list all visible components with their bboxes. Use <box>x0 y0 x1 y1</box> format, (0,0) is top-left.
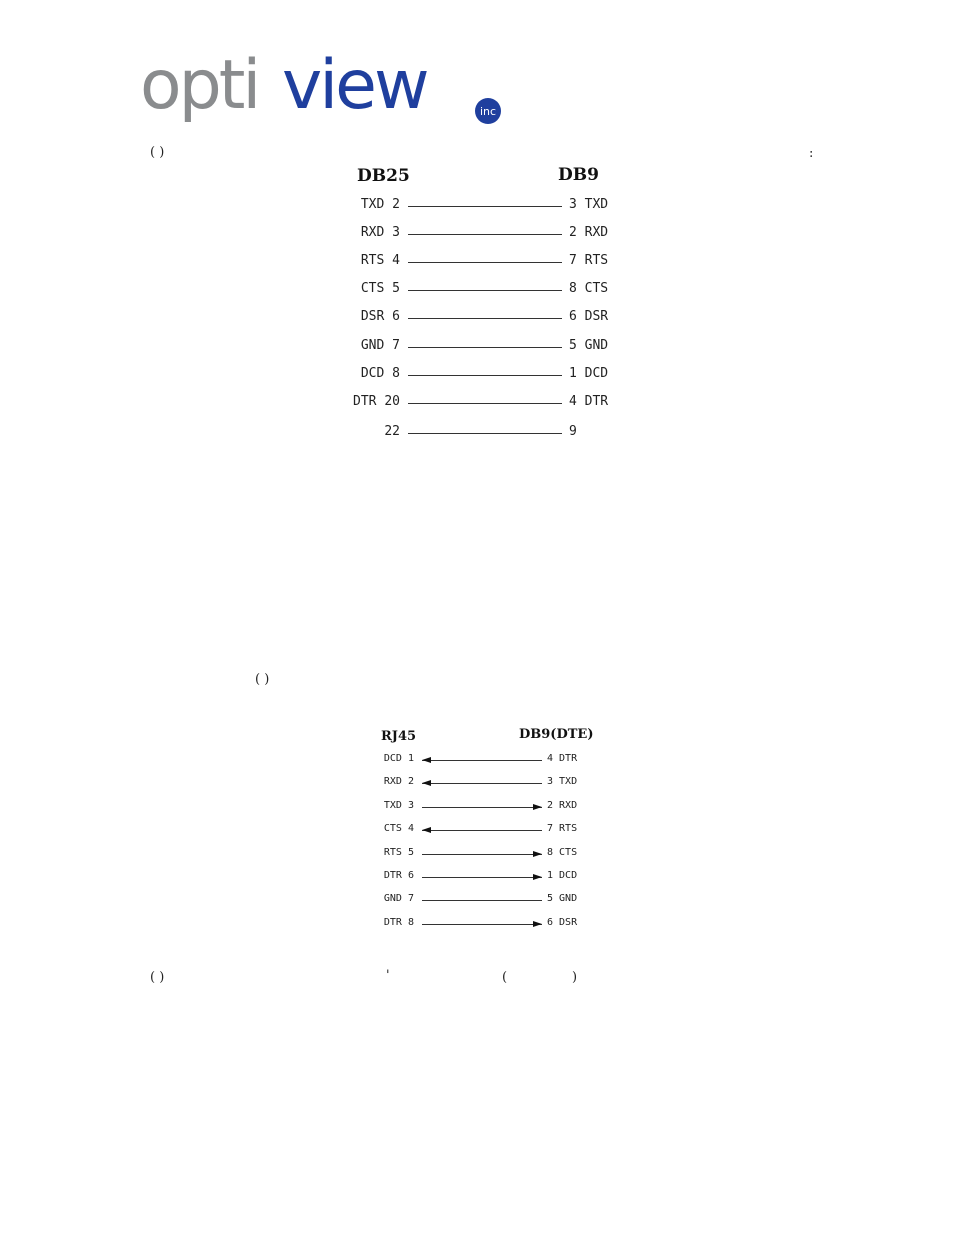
arrow-right-icon <box>533 804 542 810</box>
diagram2-left-pin-label: DTR 8 <box>383 916 414 928</box>
diagram2-right-pin-label: 7 RTS <box>547 823 578 835</box>
diagram1-wire <box>408 234 562 235</box>
diagram1-right-pin-label: 6 DSR <box>569 309 609 325</box>
diagram2-pin-row <box>360 893 620 913</box>
diagram2-pin-row <box>360 800 620 820</box>
diagram2-wire <box>422 760 542 761</box>
diagram1-wire <box>408 403 562 404</box>
diagram1-pin-row <box>330 281 630 301</box>
apostrophe-marker: ' <box>386 968 390 983</box>
diagram1-left-pin-label: CTS 5 <box>360 281 400 297</box>
diagram2-pin-row <box>360 823 620 843</box>
diagram1-pin-row <box>330 366 630 386</box>
diagram1-right-pin-label: 3 TXD <box>569 197 609 212</box>
diagram1-wire <box>408 433 562 434</box>
diagram2-pin-row <box>360 917 620 937</box>
diagram2-wire <box>422 807 542 808</box>
arrow-left-icon <box>422 780 431 786</box>
diagram1-wire <box>408 262 562 263</box>
diagram1-right-pin-label: 2 RXD <box>569 225 609 241</box>
diagram1-right-pin-label: 8 CTS <box>569 281 609 297</box>
arrow-right-icon <box>533 921 542 927</box>
paren-marker-3: ( ) <box>150 970 165 985</box>
colon-marker: : <box>809 146 814 161</box>
diagram1-wire <box>408 206 562 207</box>
diagram1-wire <box>408 375 562 376</box>
diagram2-wire <box>422 830 542 831</box>
diagram2-wire <box>422 783 542 784</box>
diagram1-left-pin-label: TXD 2 <box>360 197 400 212</box>
rj45-header: RJ45 <box>381 729 417 744</box>
diagram1-wire <box>408 318 562 319</box>
diagram2-left-pin-label: RXD 2 <box>383 776 414 788</box>
db9-header: DB9 <box>558 165 599 185</box>
diagram1-wire <box>408 290 562 291</box>
diagram1-right-pin-label: 7 RTS <box>569 253 609 269</box>
logo-text-view: view <box>282 46 427 125</box>
diagram1-left-pin-label: RTS 4 <box>360 253 400 269</box>
diagram1-pin-row <box>330 424 630 444</box>
diagram2-left-pin-label: DCD 1 <box>383 753 414 764</box>
diagram2-left-pin-label: TXD 3 <box>383 799 414 811</box>
diagram1-pin-row <box>330 394 630 414</box>
diagram1-right-pin-label: 5 GND <box>569 337 609 353</box>
diagram2-right-pin-label: 2 RXD <box>547 799 578 811</box>
db25-db9-pinout-diagram <box>330 162 630 452</box>
diagram2-pin-row <box>360 870 620 890</box>
diagram2-wire <box>422 900 542 901</box>
logo-inc-text: inc <box>479 105 497 118</box>
diagram2-left-pin-label: GND 7 <box>383 893 414 905</box>
paren-open-marker: ( <box>502 970 508 985</box>
diagram2-right-pin-label: 4 DTR <box>547 753 578 764</box>
diagram2-wire <box>422 924 542 925</box>
diagram2-pin-row <box>360 753 620 773</box>
diagram1-pin-row <box>330 197 630 217</box>
diagram1-pin-row <box>330 253 630 273</box>
diagram2-left-pin-label: CTS 4 <box>383 823 414 835</box>
diagram1-right-pin-label: 9 <box>569 423 577 439</box>
diagram2-left-pin-label: DTR 6 <box>383 870 414 881</box>
db9-dte-header: DB9(DTE) <box>519 727 594 742</box>
db25-header: DB25 <box>357 166 410 186</box>
diagram1-pin-row <box>330 225 630 245</box>
paren-marker-2: ( ) <box>255 672 270 687</box>
diagram2-right-pin-label: 6 DSR <box>547 916 578 928</box>
rj45-db9-pinout-diagram <box>360 724 620 939</box>
diagram2-pin-row <box>360 847 620 867</box>
diagram2-right-pin-label: 8 CTS <box>547 846 578 858</box>
diagram1-left-pin-label: RXD 3 <box>360 225 400 241</box>
arrow-right-icon <box>533 874 542 880</box>
arrow-left-icon <box>422 757 431 763</box>
diagram1-left-pin-label: DTR 20 <box>353 393 400 409</box>
diagram2-wire <box>422 854 542 855</box>
arrow-left-icon <box>422 827 431 833</box>
diagram1-pin-row <box>330 338 630 358</box>
diagram1-left-pin-label: 22 <box>384 423 400 439</box>
diagram1-left-pin-label: DSR 6 <box>360 309 400 325</box>
paren-marker-1: ( ) <box>150 145 165 160</box>
diagram1-pin-row <box>330 309 630 329</box>
logo-text-opti: opti <box>140 46 259 125</box>
arrow-right-icon <box>533 851 542 857</box>
diagram2-pin-row <box>360 776 620 796</box>
diagram1-right-pin-label: 4 DTR <box>569 393 609 409</box>
diagram1-wire <box>408 347 562 348</box>
diagram1-left-pin-label: DCD 8 <box>360 365 400 381</box>
diagram2-right-pin-label: 5 GND <box>547 893 578 905</box>
diagram1-right-pin-label: 1 DCD <box>569 365 609 381</box>
optiview-logo <box>140 46 510 128</box>
diagram2-left-pin-label: RTS 5 <box>383 846 414 858</box>
diagram2-right-pin-label: 1 DCD <box>547 870 578 881</box>
paren-close-marker: ) <box>572 970 578 985</box>
diagram2-wire <box>422 877 542 878</box>
diagram2-right-pin-label: 3 TXD <box>547 776 578 788</box>
diagram1-left-pin-label: GND 7 <box>360 337 400 353</box>
